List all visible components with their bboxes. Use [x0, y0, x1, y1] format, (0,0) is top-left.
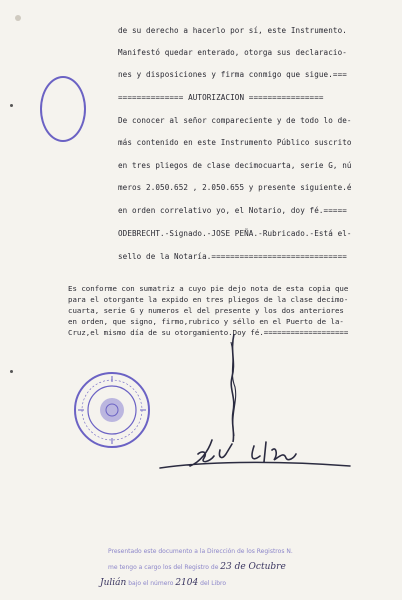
text-line: De conocer al señor compareciente y de todo lo de- [118, 116, 352, 125]
text-line: nes y disposiciones y firma conmigo que sigue.=== [118, 70, 347, 79]
handwritten-signature [150, 432, 360, 480]
registry-note-line3 [100, 578, 226, 588]
registry-note-line2 [108, 562, 286, 572]
registry-note-text: bajo el número [128, 580, 176, 587]
text-line: Cruz,el mismo día de su otorgamiento.Doy fé.=================== [68, 328, 349, 337]
margin-mark [10, 370, 13, 373]
text-line: cuarta, serie G y numeros el del presente y los dos anteriores [68, 306, 344, 315]
text-line: en orden, que signo, firmo,rubrico y séllo en el Puerto de la- [68, 317, 344, 326]
registry-note-text: del Libro [200, 580, 227, 587]
text-line: ODEBRECHT.-Signado.-JOSE PEÑA.-Rubricado.-Está el- [118, 229, 352, 238]
margin-mark [10, 104, 13, 107]
handwritten-signature-small: Julián [100, 578, 127, 588]
text-line: de su derecho a hacerlo por sí, este Instrumento. [118, 26, 347, 35]
registry-note-line1: Presentado este documento a la Dirección de los Registros N. [108, 548, 293, 555]
text-line: meros 2.050.652 , 2.050.655 y presente siguiente.é [118, 183, 352, 192]
text-line: Es conforme con sumatriz a cuyo pie dejo nota de esta copia que [68, 284, 349, 293]
text-line: en tres pliegos de clase decimocuarta, serie G, nú [118, 161, 352, 170]
handwritten-date: 23 de Octubre [220, 562, 286, 572]
registry-note-text: me tengo a cargo los del Registro de [108, 564, 221, 571]
handwritten-number: 2104 [175, 578, 199, 588]
section-heading: ============== AUTORIZACION ================ [118, 93, 324, 102]
text-line: sello de la Notaría.============================= [118, 252, 347, 261]
punch-hole [15, 15, 21, 21]
signature-mark [220, 332, 246, 444]
text-line: en orden correlativo yo, el Notario, doy fé.===== [118, 206, 347, 215]
text-line: más contenido en este Instrumento Público suscrito [118, 138, 352, 147]
text-line: para el otorgante la expido en tres pliegos de la clase decimo- [68, 295, 349, 304]
notary-seal [72, 370, 152, 450]
notary-seal-top [40, 76, 86, 142]
text-line: Manifestó quedar enterado, otorga sus declaracio- [118, 48, 347, 57]
